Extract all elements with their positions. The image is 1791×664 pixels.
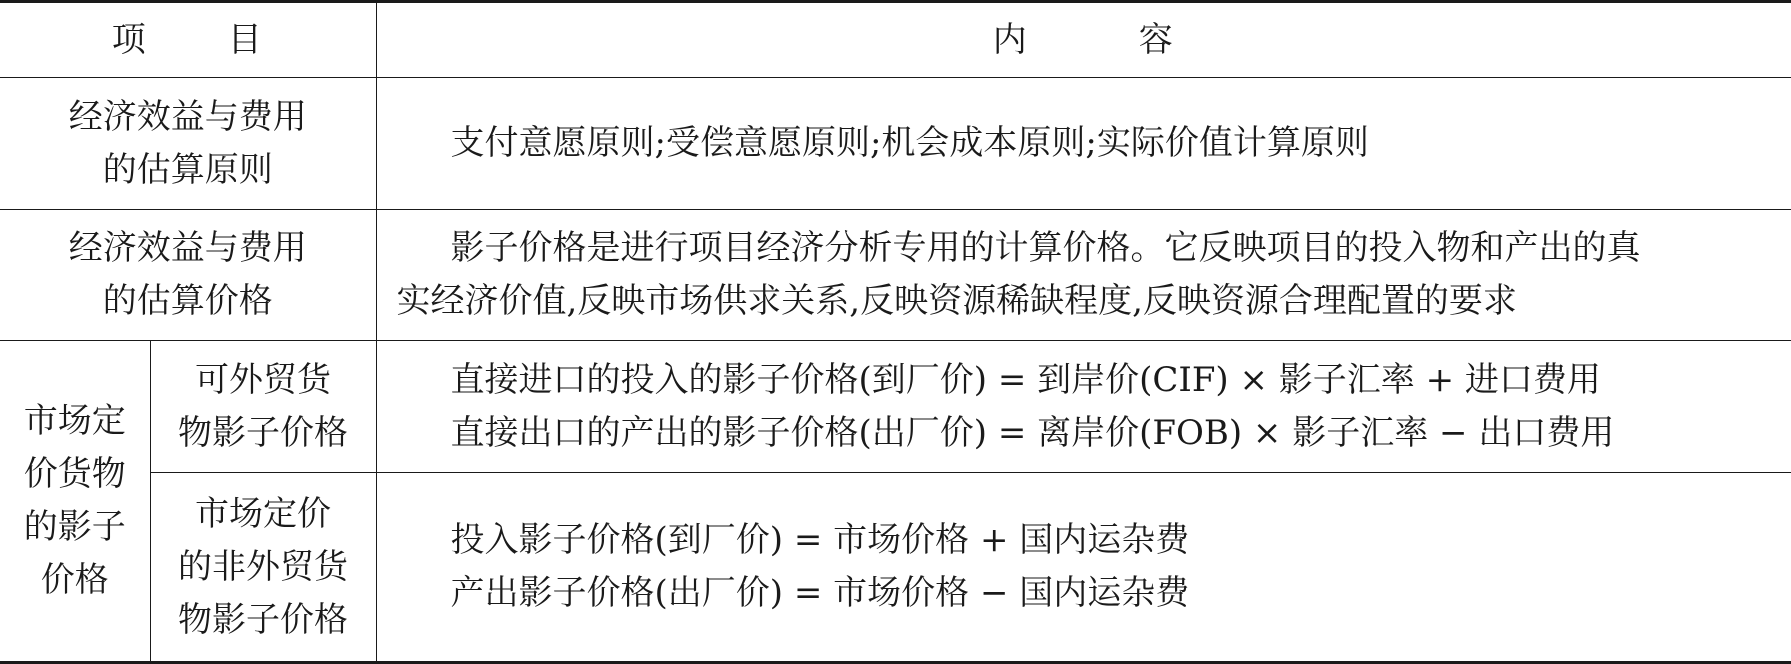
row-label-prices xyxy=(0,210,376,341)
shadow-price-definition-line2: 实经济价值,反映市场供求关系,反映资源稀缺程度,反映资源合理配置的要求 xyxy=(396,281,1517,321)
import-formula: 直接进口的投入的影子价格(到厂价) = 到岸价(CIF) × 影子汇率 + 进口费用 xyxy=(450,359,1601,400)
header-content-char1: 内 xyxy=(992,19,1029,60)
row-label-line: 的估算价格 xyxy=(102,281,273,321)
sub-label-line: 可外贸货 xyxy=(195,359,331,400)
header-item-char2: 目 xyxy=(227,19,264,60)
sub-label-line: 物影子价格 xyxy=(178,412,348,453)
row-label-line: 经济效益与费用 xyxy=(68,228,307,268)
sub-label-tradable xyxy=(150,341,376,473)
sub-label-line: 物影子价格 xyxy=(178,599,348,640)
group-label-market-goods xyxy=(0,341,150,663)
group-label-line: 价格 xyxy=(40,560,109,600)
shadow-price-definition-line1: 影子价格是进行项目经济分析专用的计算价格。它反映项目的投入物和产出的真 xyxy=(450,228,1641,268)
row-content-tradable xyxy=(376,341,1791,473)
table-row-non-tradable xyxy=(0,473,1791,663)
group-label-line: 价货物 xyxy=(23,454,126,494)
row-content-prices xyxy=(376,210,1791,341)
table-row-tradable xyxy=(0,341,1791,473)
group-label-line: 市场定 xyxy=(23,401,126,441)
sub-label-line: 的非外贸货 xyxy=(178,546,348,587)
row-label-line: 的估算原则 xyxy=(102,149,273,190)
principles-text: 支付意愿原则;受偿意愿原则;机会成本原则;实际价值计算原则 xyxy=(450,123,1369,163)
row-label-line: 经济效益与费用 xyxy=(68,96,307,137)
row-label-principles xyxy=(0,78,376,210)
table-row-principles xyxy=(0,78,1791,210)
input-price-formula: 投入影子价格(到厂价) = 市场价格 + 国内运杂费 xyxy=(450,520,1190,560)
output-price-formula: 产出影子价格(出厂价) = 市场价格 − 国内运杂费 xyxy=(450,573,1190,613)
header-item xyxy=(0,2,376,78)
header-content xyxy=(376,2,1791,78)
header-row xyxy=(0,2,1791,78)
row-content-non-tradable xyxy=(376,473,1791,663)
row-content-principles xyxy=(376,78,1791,210)
group-label-line: 的影子 xyxy=(23,507,126,547)
header-content-char2: 容 xyxy=(1138,19,1175,60)
sub-label-line: 市场定价 xyxy=(195,493,331,534)
header-item-char1: 项 xyxy=(111,19,148,60)
sub-label-non-tradable xyxy=(150,473,376,663)
table-row-prices xyxy=(0,210,1791,341)
export-formula: 直接出口的产出的影子价格(出厂价) = 离岸价(FOB) × 影子汇率 − 出口费用 xyxy=(450,412,1615,453)
